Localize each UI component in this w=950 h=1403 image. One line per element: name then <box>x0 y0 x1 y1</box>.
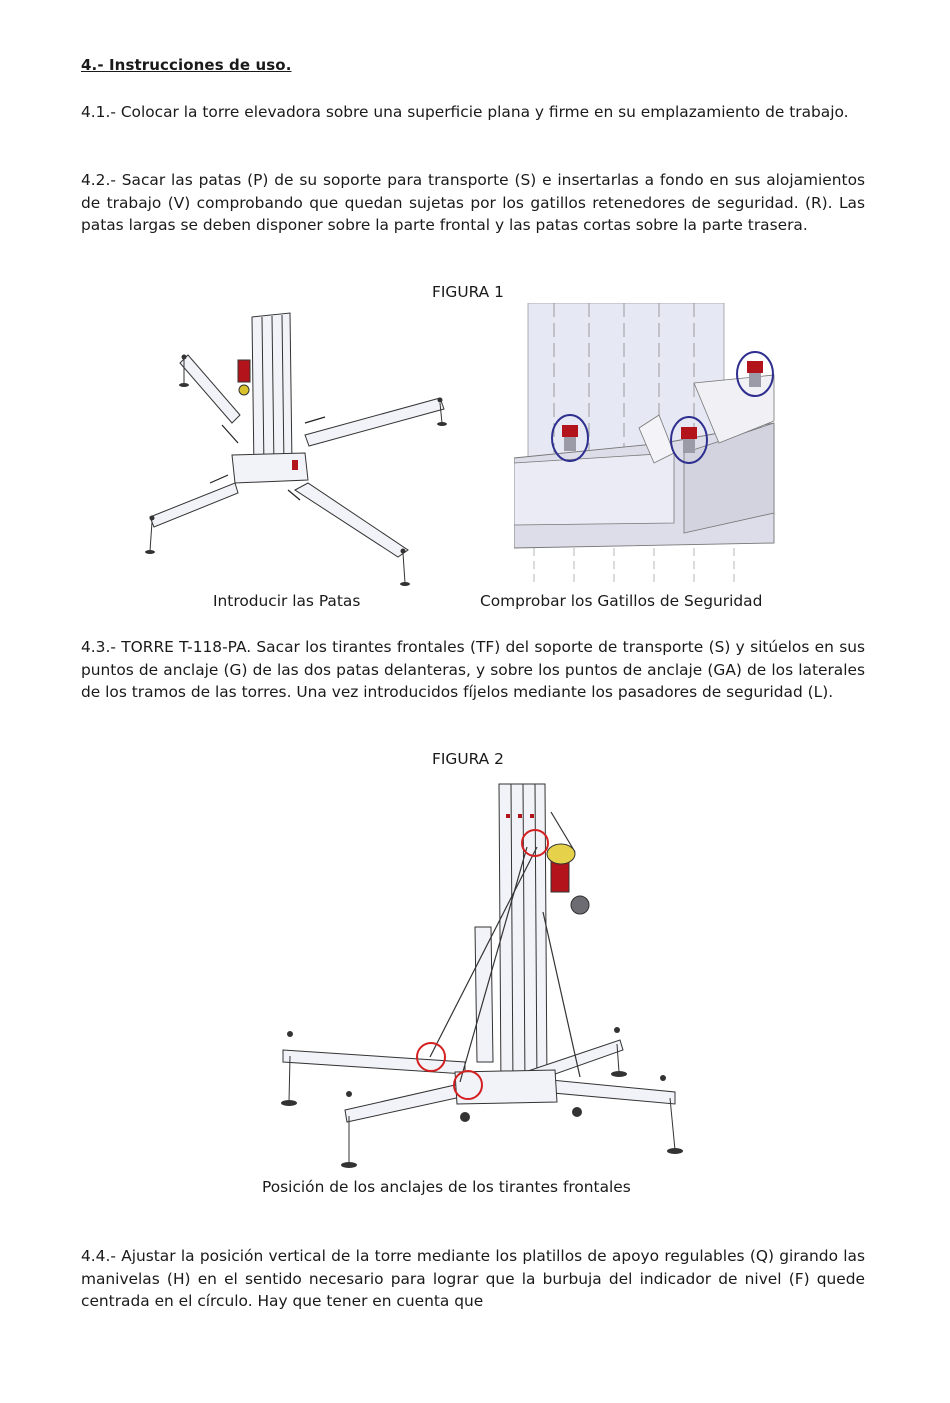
figure-1-label: FIGURA 1 <box>432 283 504 301</box>
paragraph-4-2: 4.2.- Sacar las patas (P) de su soporte para transporte (S) e insertarlas a fondo en sus alojamientos de trabajo (V) comprobando que quedan sujetas por los gatillos retenedores de seguridad. (R). Las patas largas se deben disponer sobre la parte frontal y las patas cortas sobre la parte trasera. <box>81 171 865 235</box>
figure-2-caption: Posición de los anclajes de los tirantes frontales <box>262 1178 631 1196</box>
figure-1-caption-left: Introducir las Patas <box>213 592 361 610</box>
figure-1-caption-right: Comprobar los Gatillos de Seguridad <box>480 592 763 610</box>
section-heading: 4.- Instrucciones de uso. <box>81 56 292 74</box>
figure-1-triggers-illustration <box>514 303 776 588</box>
paragraph-4-3: 4.3.- TORRE T-118-PA. Sacar los tirantes frontales (TF) del soporte de transporte (S) y sitúelos en sus puntos de anclaje (G) de las dos patas delanteras, y sobre los puntos de anclaje (GA) de los laterales de los tramos de las torres. Una vez introducidos fíjelos mediante los pasadores de seguridad (L). <box>81 638 865 702</box>
paragraph-4-1: 4.1.- Colocar la torre elevadora sobre una superficie plana y firme en su emplazamiento de trabajo. <box>81 103 849 121</box>
figure-2-label: FIGURA 2 <box>432 750 504 768</box>
paragraph-4-4: 4.4.- Ajustar la posición vertical de la torre mediante los platillos de apoyo regulables (Q) girando las manivelas (H) en el sentido necesario para lograr que la burbuja del indicador de nivel (F) quede centrada en el círculo. Hay que tener en cuenta que <box>81 1247 865 1311</box>
figure-2-tower-illustration <box>265 772 690 1172</box>
figure-1-legs-illustration <box>140 305 460 590</box>
